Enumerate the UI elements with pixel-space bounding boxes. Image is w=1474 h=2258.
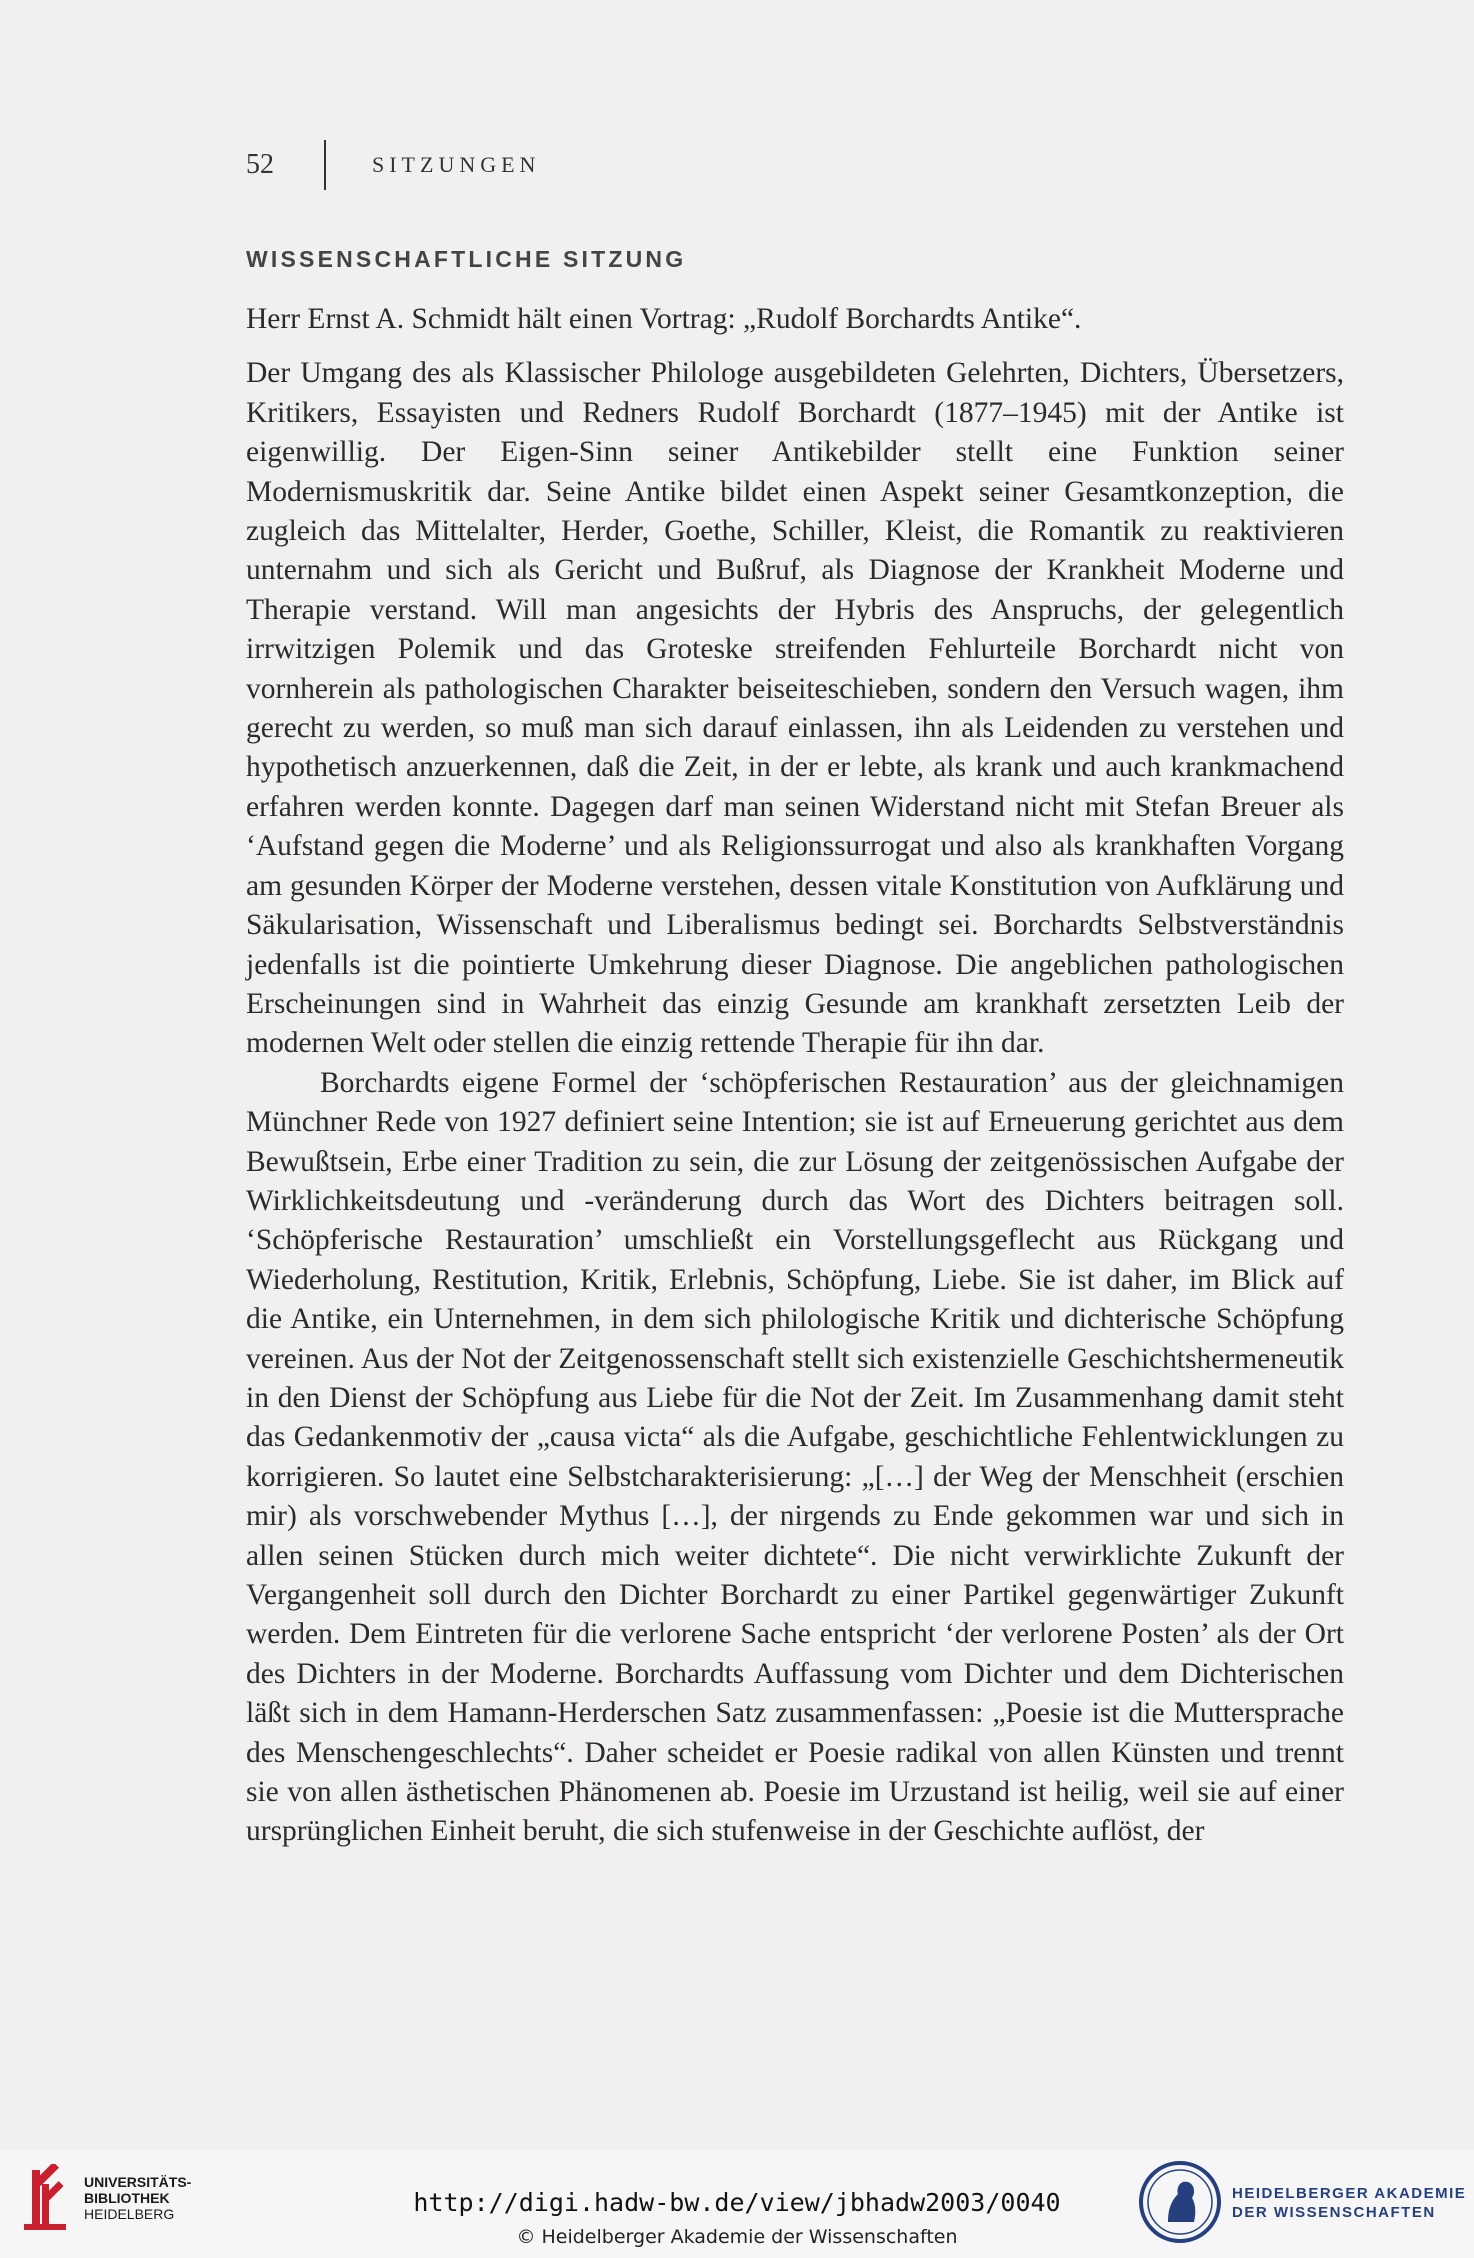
- header-divider: [324, 140, 326, 190]
- body-text: [246, 300, 1344, 1852]
- academy-name-line: DER WISSENSCHAFTEN: [1232, 2204, 1436, 2221]
- academy-name-line: HEIDELBERGER AKADEMIE: [1232, 2185, 1467, 2202]
- page-number: 52: [246, 149, 274, 180]
- copyright-notice: © Heidelberger Akademie der Wissenschaften: [516, 2226, 958, 2248]
- running-header: [246, 142, 540, 188]
- section-heading: WISSENSCHAFTLICHE SITZUNG: [246, 246, 687, 272]
- running-title: SITZUNGEN: [372, 152, 541, 177]
- library-name-line: UNIVERSITÄTS-: [84, 2174, 192, 2190]
- permalink-url[interactable]: http://digi.hadw-bw.de/view/jbhadw2003/0040: [413, 2188, 1061, 2217]
- digitization-footer: [0, 2150, 1474, 2258]
- library-name-line: HEIDELBERG: [84, 2206, 175, 2222]
- academy-name: [1232, 2184, 1466, 2222]
- academy-seal-icon: [1138, 2160, 1222, 2244]
- library-name-line: BIBLIOTHEK: [84, 2190, 170, 2206]
- paragraph: Borchardts eigene Formel der ‘schöpferischen Restauration’ aus der gleichnamigen Münchner Rede von 1927 definiert seine Intention; sie ist auf Erneuerung gerichtet aus dem Bewußtsein, Erbe einer Tradition zu sein, die zur Lösung der zeitgenössischen Aufgabe der Wirklichkeitsdeutung und -veränderung durch das Wort des Dichters beitragen soll. ‘Schöpferische Restauration’ umschließt ein Vorstellungsgeflecht aus Rückgang und Wiederholung, Restitution, Kritik, Erlebnis, Schöpfung, Liebe. Sie ist daher, im Blick auf die Antike, ein Unternehmen, in dem sich philologische Kritik und dichterische Schöpfung vereinen. Aus der Not der Zeitgenossenschaft stellt sich existenzielle Geschichtshermeneutik in den Dienst der Schöpfung aus Liebe für die Not der Zeit. Im Zusammenhang damit steht das Gedankenmotiv der „causa victa“ als die Aufgabe, geschichtliche Fehlentwicklungen zu korrigieren. So lautet eine Selbstcharakterisierung: „[…] der Weg der Menschheit (erschien mir) als vorschwebender Mythus […], der nirgends zu Ende gekommen war und sich in allen seinen Stücken durch mich weiter dichtete“. Die nicht verwirklichte Zukunft der Vergangenheit soll durch den Dichter Borchardt zu einer Partikel gegenwärtiger Zukunft werden. Dem Eintreten für die verlorene Sache entspricht ‘der verlorene Posten’ als der Ort des Dichters in der Moderne. Borchardts Auffassung vom Dichter und dem Dichterischen läßt sich in dem Hamann-Herderschen Satz zusammenfassen: „Poesie ist die Muttersprache des Menschengeschlechts“. Daher scheidet er Poesie radikal von allen Künsten und trennt sie von allen ästhetischen Phänomenen ab. Poesie im Urzustand ist heilig, weil sie auf einer ursprünglichen Einheit beruht, die sich stufenweise in der Geschichte auflöst, der: [246, 1066, 1344, 1848]
- paragraph: Der Umgang des als Klassischer Philologe ausgebildeten Gelehrten, Dichters, Übersetzers, Kritikers, Essayisten und Redners Rudolf Borchardt (1877–1945) mit der Antike ist eigenwillig. Der Eigen-Sinn seiner Antikebilder stellt eine Funktion seiner Modernismuskritik dar. Seine Antike bildet einen Aspekt seiner Gesamtkonzeption, die zugleich das Mittelalter, Herder, Goethe, Schiller, Kleist, die Romantik zu reaktivieren unternahm und sich als Gericht und Bußruf, als Diagnose der Krankheit Moderne und Therapie verstand. Will man angesichts der Hybris des Anspruchs, der gelegentlich irrwitzigen Polemik und das Groteske streifenden Fehlurteile Borchardt nicht von vornherein als pathologischen Charakter beiseiteschieben, sondern den Versuch wagen, ihm gerecht zu werden, so muß man sich darauf einlassen, ihn als Leidenden zu verstehen und hypothetisch anzuerkennen, daß die Zeit, in der er lebte, als krank und auch krankmachend erfahren werden konnte. Dagegen darf man seinen Widerstand nicht mit Stefan Breuer als ‘Aufstand gegen die Moderne’ und als Religionssurrogat und also als krankhaften Vorgang am gesunden Körper der Moderne verstehen, dessen vitale Konstitution von Aufklärung und Säkularisation, Wissenschaft und Liberalismus bedingt sei. Borchardts Selbstverständnis jedenfalls ist die pointierte Umkehrung dieser Diagnose. Die angeblichen pathologischen Erscheinungen sind in Wahrheit das einzig Gesunde am krankhaft zersetzten Leib der modernen Welt oder stellen die einzig rettende Therapie für ihn dar.: [246, 357, 1344, 1060]
- lecture-announcement: Herr Ernst A. Schmidt hält einen Vortrag: „Rudolf Borchardts Antike“.: [246, 303, 1082, 335]
